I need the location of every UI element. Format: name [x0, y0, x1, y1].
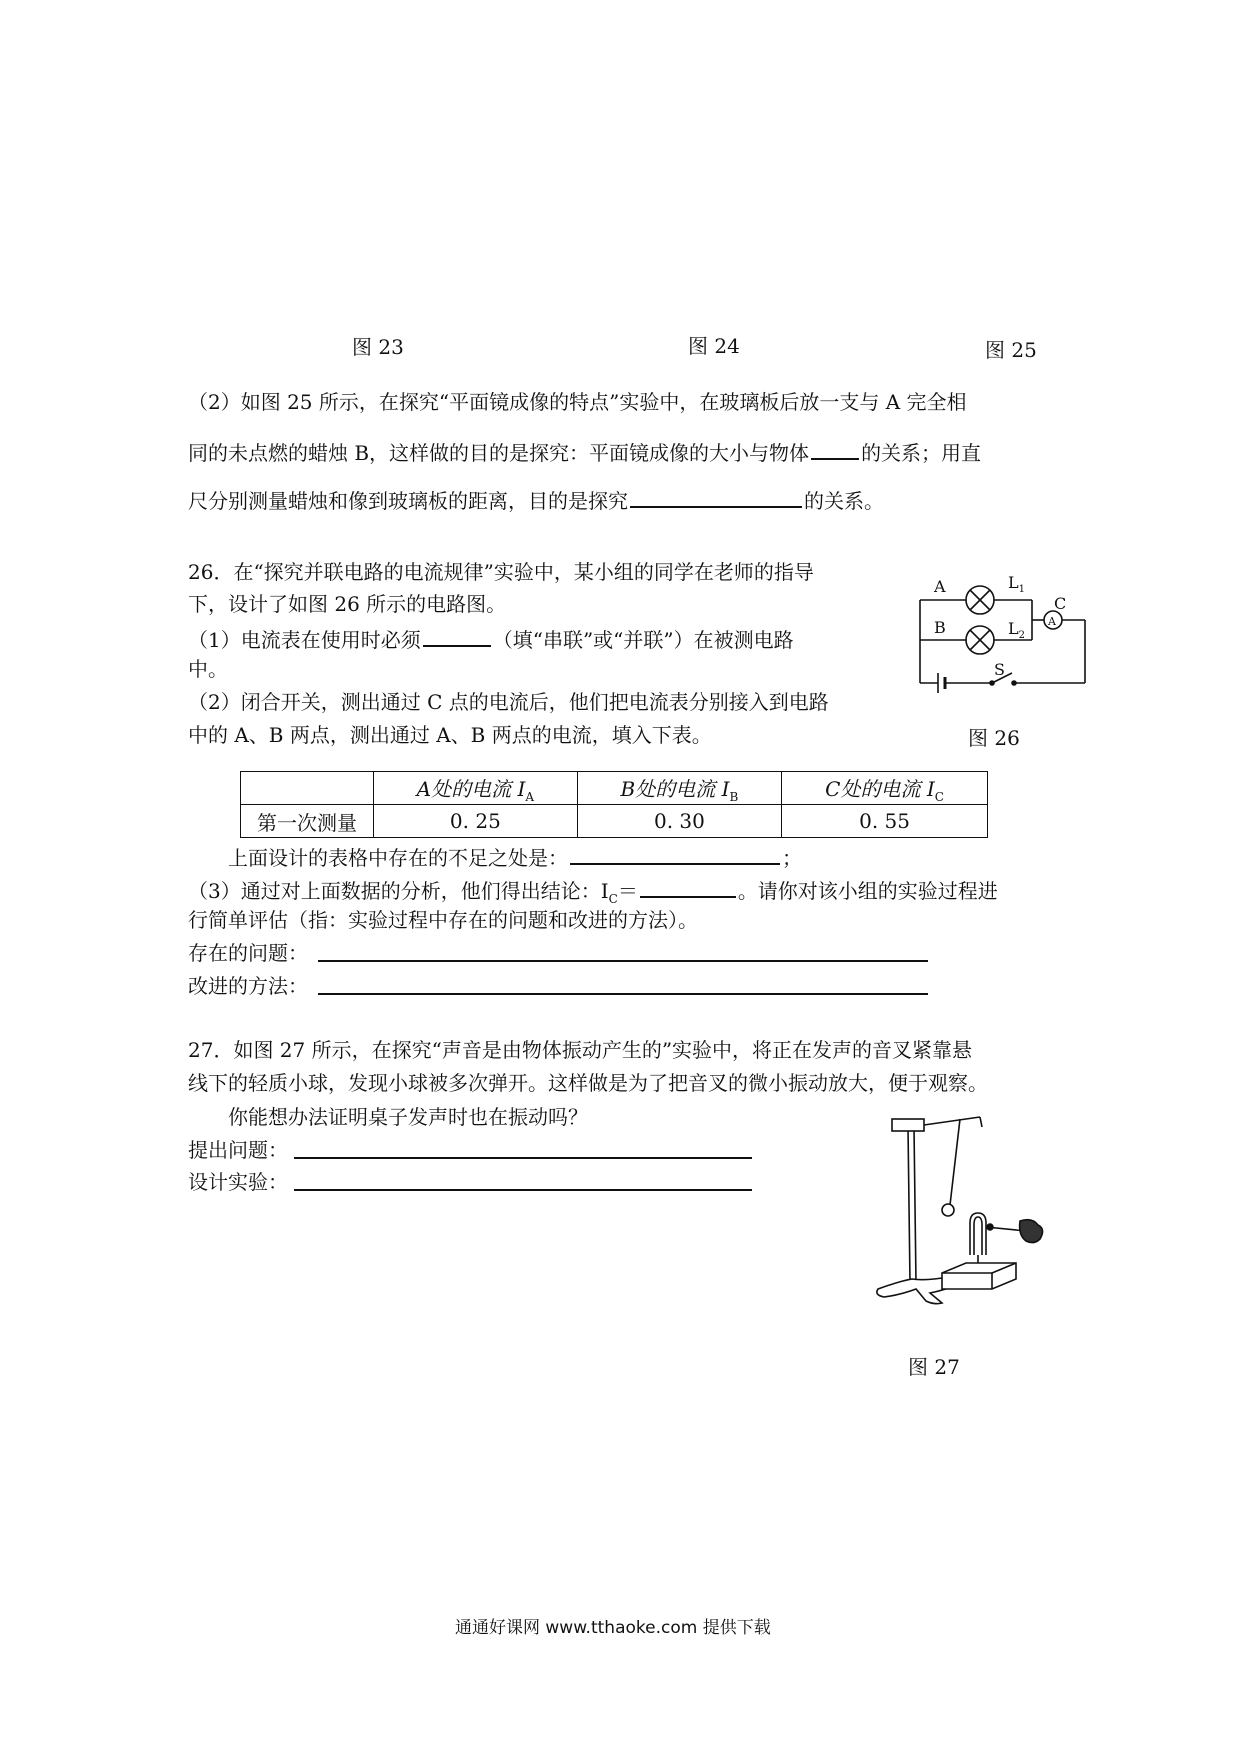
q26-p1-text-b: （填“串联”或“并联”）在被测电路 [492, 628, 794, 652]
q26-part2-line2: 中的 A、B 两点，测出通过 A、B 两点的电流，填入下表。 [188, 723, 712, 747]
q26-part3-line2: 行简单评估（指：实验过程中存在的问题和改进的方法）。 [188, 908, 698, 932]
table-header-c: C处的电流 $I_C$ [782, 772, 988, 805]
q26-part1-end: 中。 [188, 657, 228, 681]
q25-line2-text-a: 同的未点燃的蜡烛 B，这样做的目的是探究：平面镜成像的大小与物体 [188, 441, 810, 465]
q25-part2-line2 [188, 440, 981, 463]
table-header-empty [241, 772, 374, 805]
ask-answer-line[interactable] [294, 1157, 752, 1159]
table-header-a: A处的电流 $I_A$ [374, 772, 578, 805]
q26-part1-line [188, 627, 794, 650]
figure-25-caption: 图 25 [985, 338, 1037, 362]
q25-part2-line3 [188, 488, 884, 511]
circuit-diagram [900, 565, 1100, 715]
q26-problem-label: 存在的问题： [188, 941, 308, 965]
q26-part2-line1: （2）闭合开关，测出通过 C 点的电流后，他们把电流表分别接入到电路 [188, 690, 829, 714]
ammeter-symbol: A [1048, 615, 1056, 628]
figure-24-caption: 图 24 [688, 334, 740, 358]
table-header-b: B处的电流 $I_B$ [577, 772, 781, 805]
current-data-table [240, 771, 988, 838]
q26-deficiency-text: 上面设计的表格中存在的不足之处是： [228, 846, 568, 870]
q26-improve-label: 改进的方法： [188, 974, 308, 998]
table-cell-c: 0. 55 [782, 805, 988, 838]
q26-p3-text-b: ＝ [617, 879, 638, 903]
improve-answer-line[interactable] [318, 993, 928, 995]
q27-line2: 线下的轻质小球，发现小球被多次弹开。这样做是为了把音叉的微小振动放大，便于观察。 [188, 1071, 988, 1095]
table-row [241, 805, 988, 838]
q25-line2-text-b: 的关系；用直 [861, 441, 982, 465]
figure-23-caption: 图 23 [352, 335, 404, 359]
q25-line3-text-a: 尺分别测量蜡烛和像到玻璃板的距离，目的是探究 [188, 489, 628, 513]
q26-p3-sub: C [608, 892, 618, 906]
figure-27-caption: 图 27 [908, 1355, 960, 1379]
answer-blank[interactable] [423, 627, 491, 647]
answer-blank[interactable] [640, 878, 736, 898]
q26-intro-line1: 26．在“探究并联电路的电流规律”实验中，某小组的同学在老师的指导 [188, 560, 814, 584]
q26-intro-line2: 下，设计了如图 26 所示的电路图。 [188, 592, 507, 616]
circuit-label-l2: $L_2$ [1008, 619, 1025, 641]
circuit-label-l1: $L_1$ [1008, 573, 1025, 595]
q26-part3-line1 [188, 878, 998, 905]
design-answer-line[interactable] [294, 1189, 752, 1191]
circuit-label-c: C [1054, 594, 1067, 613]
table-header-row [241, 772, 988, 805]
figure-26-caption: 图 26 [968, 726, 1020, 750]
q25-line3-text-b: 的关系。 [804, 489, 884, 513]
q27-line1: 27．如图 27 所示，在探究“声音是由物体振动产生的”实验中，将正在发声的音叉紧靠悬 [188, 1038, 973, 1062]
table-row-label: 第一次测量 [241, 805, 374, 838]
table-cell-a: 0. 25 [374, 805, 578, 838]
circuit-label-a: A [934, 577, 946, 596]
q26-p1-text-a: （1）电流表在使用时必须 [188, 628, 421, 652]
q27-line3: 你能想办法证明桌子发声时也在振动吗？ [228, 1105, 588, 1129]
q25-part2-line1: （2）如图 25 所示，在探究“平面镜成像的特点”实验中，在玻璃板后放一支与 A 完全相 [188, 390, 967, 414]
answer-blank[interactable] [630, 488, 802, 508]
q26-deficiency-end: ； [782, 846, 802, 870]
tuning-fork-illustration [870, 1105, 1055, 1305]
q26-p3-text-a: （3）通过对上面数据的分析，他们得出结论：I [188, 879, 609, 903]
q27-design-label: 设计实验： [188, 1170, 288, 1194]
answer-blank[interactable] [811, 440, 859, 460]
circuit-label-b: B [934, 618, 946, 637]
q27-ask-label: 提出问题： [188, 1138, 288, 1162]
q26-deficiency-line [228, 845, 802, 868]
answer-blank[interactable] [570, 845, 780, 865]
page-footer: 通通好课网 www.tthaoke.com 提供下载 [455, 1618, 771, 1638]
problem-answer-line[interactable] [318, 960, 928, 962]
circuit-label-s: S [994, 660, 1005, 679]
q26-p3-text-c: 。请你对该小组的实验过程进 [737, 879, 998, 903]
table-cell-b: 0. 30 [577, 805, 781, 838]
